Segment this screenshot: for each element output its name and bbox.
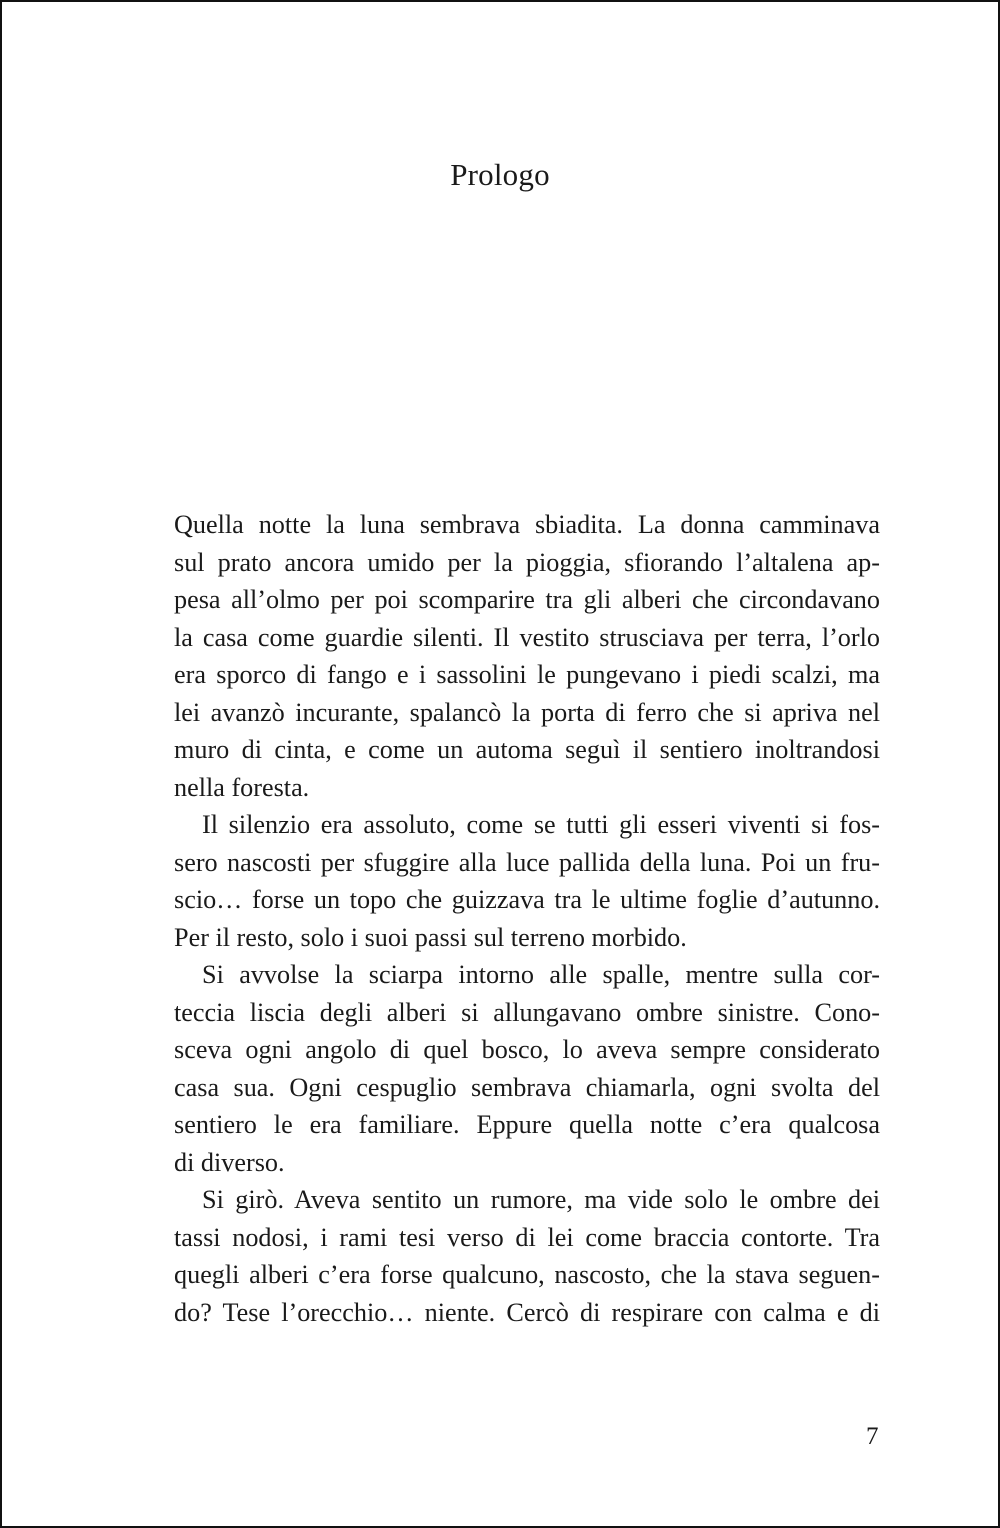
text-line: sul prato ancora umido per la pioggia, sfiorando l’altalena ap-: [174, 547, 880, 577]
text-line: casa sua. Ogni cespuglio sembrava chiamarla, ogni svolta del: [174, 1072, 880, 1102]
page-number: 7: [866, 1423, 879, 1450]
text-line: sentiero le era familiare. Eppure quella notte c’era qualcosa: [174, 1110, 880, 1139]
text-line: teccia liscia degli alberi si allungavano ombre sinistre. Cono-: [174, 997, 880, 1027]
text-line: muro di cinta, e come un automa seguì il sentiero inoltrandosi: [174, 735, 880, 764]
text-line: Quella notte la luna sembrava sbiadita. La donna camminava: [174, 510, 880, 539]
body-text: [174, 506, 880, 1331]
text-line: do? Tese l’orecchio… niente. Cercò di respirare con calma e di: [174, 1297, 880, 1327]
text-line: nella foresta.: [174, 772, 310, 802]
text-line: lei avanzò incurante, spalancò la porta di ferro che si apriva nel: [174, 697, 880, 727]
paragraph: [174, 956, 880, 1181]
paragraph: [174, 1181, 880, 1331]
text-line: scio… forse un topo che guizzava tra le ultime foglie d’autunno.: [174, 885, 880, 914]
chapter-title: Prologo: [450, 157, 550, 192]
paragraph: [174, 806, 880, 956]
text-line: pesa all’olmo per poi scomparire tra gli alberi che circondavano: [174, 585, 880, 614]
text-line: tassi nodosi, i rami tesi verso di lei come braccia contorte. Tra: [174, 1222, 880, 1252]
text-line: Si avvolse la sciarpa intorno alle spalle, mentre sulla cor-: [202, 960, 880, 989]
text-line: sero nascosti per sfuggire alla luce pallida della luna. Poi un fru-: [174, 847, 880, 877]
text-line: sceva ogni angolo di quel bosco, lo aveva sempre considerato: [174, 1035, 880, 1064]
text-line: di diverso.: [174, 1147, 285, 1177]
text-line: Il silenzio era assoluto, come se tutti gli esseri viventi si fos-: [202, 810, 880, 839]
text-line: Si girò. Aveva sentito un rumore, ma vide solo le ombre dei: [202, 1185, 880, 1214]
text-line: era sporco di fango e i sassolini le pungevano i piedi scalzi, ma: [174, 660, 880, 689]
text-line: quegli alberi c’era forse qualcuno, nascosto, che la stava seguen-: [174, 1260, 880, 1289]
paragraph: [174, 506, 880, 806]
text-line: la casa come guardie silenti. Il vestito strusciava per terra, l’orlo: [174, 622, 880, 652]
text-line: Per il resto, solo i suoi passi sul terreno morbido.: [174, 922, 687, 952]
